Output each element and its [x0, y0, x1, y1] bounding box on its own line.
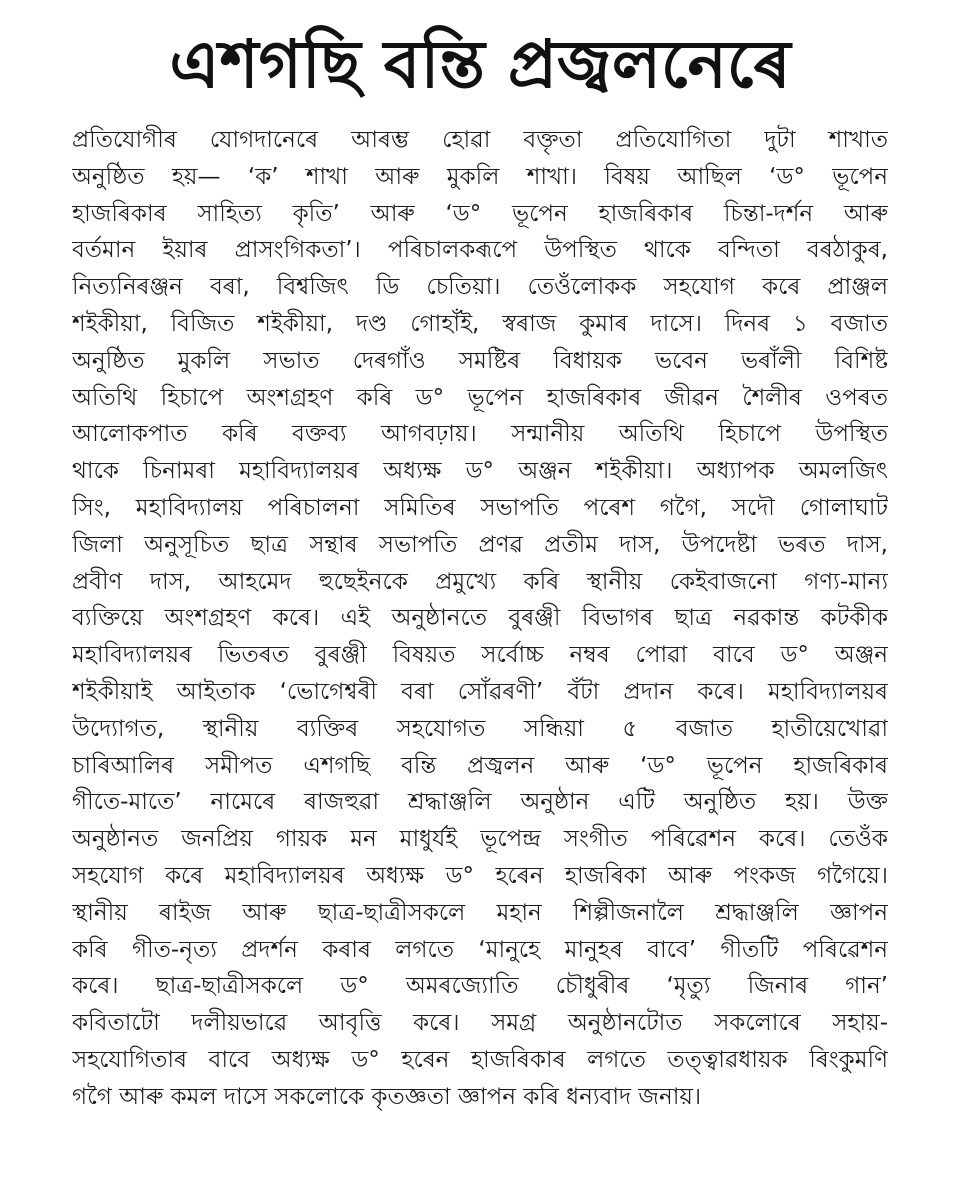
article-line: চাৰিআলিৰ সমীপত এশগছি বন্তি প্ৰজ্বলন আৰু ‘ড° ভূপেন হাজৰিকাৰ: [72, 752, 888, 779]
article-line: অনুষ্ঠিত মুকলি সভাত দেৰগাঁও সমষ্টিৰ বিধায়ক ভবেন ভৰাঁলী বিশিষ্ট: [72, 347, 888, 374]
article-line: অতিথি হিচাপে অংশগ্ৰহণ কৰি ড° ভূপেন হাজৰিকাৰ জীৱন শৈলীৰ ওপৰত: [72, 384, 888, 411]
article-line: থাকে চিনামৰা মহাবিদ্যালয়ৰ অধ্যক্ষ ড° অঞ্জন শইকীয়া। অধ্যাপক অমলজিৎ: [72, 458, 888, 485]
article-line: উদ্যোগত, স্থানীয় ব্যক্তিৰ সহযোগত সন্ধিয়া ৫ বজাত হাতীয়েখোৱা: [72, 715, 888, 742]
article-line: জিলা অনুসূচিত ছাত্ৰ সন্থাৰ সভাপতি প্ৰণৱ প্ৰতীম দাস, উপদেষ্টা ভৰত দাস,: [72, 531, 888, 558]
article-line: আলোকপাত কৰি বক্তব্য আগবঢ়ায়। সন্মানীয় অতিথি হিচাপে উপস্থিত: [72, 421, 888, 448]
article-line: বৰ্তমান ইয়াৰ প্ৰাসংগিকতা’। পৰিচালকৰূপে উপস্থিত থাকে বন্দিতা বৰঠাকুৰ,: [72, 237, 888, 264]
article-line: গগৈ আৰু কমল দাসে সকলোকে কৃতজ্ঞতা জ্ঞাপন কৰি ধন্যবাদ জনায়।: [72, 1083, 702, 1110]
article-line: কবিতাটো দলীয়ভাৱে আবৃত্তি কৰে। সমগ্ৰ অনুষ্ঠানটোত সকলোৰে সহায়-: [72, 1010, 888, 1037]
article-line: ব্যক্তিয়ে অংশগ্ৰহণ কৰে। এই অনুষ্ঠানতে বুৰঞ্জী বিভাগৰ ছাত্ৰ নৱকান্ত কটকীক: [72, 605, 888, 632]
article-line: প্ৰবীণ দাস, আহমেদ হুছেইনকে প্ৰমুখ্যে কৰি স্থানীয় কেইবাজনো গণ্য-মান্য: [72, 568, 888, 595]
article-line: অনুষ্ঠিত হয়— ‘ক’ শাখা আৰু মুকলি শাখা। বিষয় আছিল ‘ড° ভূপেন: [72, 163, 888, 190]
article-line: সিং, মহাবিদ্যালয় পৰিচালনা সমিতিৰ সভাপতি পৰেশ গগৈ, সদৌ গোলাঘাট: [72, 494, 888, 521]
headline: এশগছি বন্তি প্ৰজ্বলনেৰে: [169, 26, 791, 103]
article-line: সহযোগ কৰে মহাবিদ্যালয়ৰ অধ্যক্ষ ড° হৰেন হাজৰিকা আৰু পংকজ গগৈয়ে।: [72, 862, 888, 889]
article-line: নিত্যনিৰঞ্জন বৰা, বিশ্বজিৎ ডি চেতিয়া। তেওঁলোকক সহযোগ কৰে প্ৰাঞ্জল: [72, 274, 888, 301]
article-line: সহযোগিতাৰ বাবে অধ্যক্ষ ড° হৰেন হাজৰিকাৰ লগতে তত্ত্বাৱধায়ক ৰিংকুমণি: [72, 1046, 888, 1073]
article-line: অনুষ্ঠানত জনপ্ৰিয় গায়ক মন মাধুৰ্যই ভূপেন্দ্ৰ সংগীত পৰিৱেশন কৰে। তেওঁক: [72, 826, 888, 853]
article-line: শইকীয়া, বিজিত শইকীয়া, দণ্ড গোহাঁই, স্বৰাজ কুমাৰ দাসে। দিনৰ ১ বজাত: [72, 310, 888, 337]
article-line: প্ৰতিযোগীৰ যোগদানেৰে আৰম্ভ হোৱা বক্তৃতা প্ৰতিযোগিতা দুটা শাখাত: [72, 127, 888, 153]
article-line: গীতে-মাতে’ নামেৰে ৰাজহুৱা শ্ৰদ্ধাঞ্জলি অনুষ্ঠান এটি অনুষ্ঠিত হয়। উক্ত: [72, 789, 888, 816]
article-line: স্থানীয় ৰাইজ আৰু ছাত্ৰ-ছাত্ৰীসকলে মহান শিল্পীজনালৈ শ্ৰদ্ধাঞ্জলি জ্ঞাপন: [72, 899, 888, 926]
article-line: কৰি গীত-নৃত্য প্ৰদৰ্শন কৰাৰ লগতে ‘মানুহে মানুহৰ বাবে’ গীতটি পৰিৱেশন: [72, 936, 888, 963]
article-line: শইকীয়াই আইতাক ‘ভোগেশ্বৰী বৰা সোঁৱৰণী’ বঁটা প্ৰদান কৰে। মহাবিদ্যালয়ৰ: [72, 678, 888, 705]
article-line: কৰে। ছাত্ৰ-ছাত্ৰীসকলে ড° অমৰজ্যোতি চৌধুৰীৰ ‘মৃত্যু জিনাৰ গান’: [72, 973, 888, 1000]
article-line: মহাবিদ্যালয়ৰ ভিতৰত বুৰঞ্জী বিষয়ত সৰ্বোচ্চ নম্বৰ পোৱা বাবে ড° অঞ্জন: [72, 642, 888, 669]
article-body: [72, 122, 888, 1116]
article-line: হাজৰিকাৰ সাহিত্য কৃতি’ আৰু ‘ড° ভূপেন হাজৰিকাৰ চিন্তা-দৰ্শন আৰু: [72, 200, 888, 227]
